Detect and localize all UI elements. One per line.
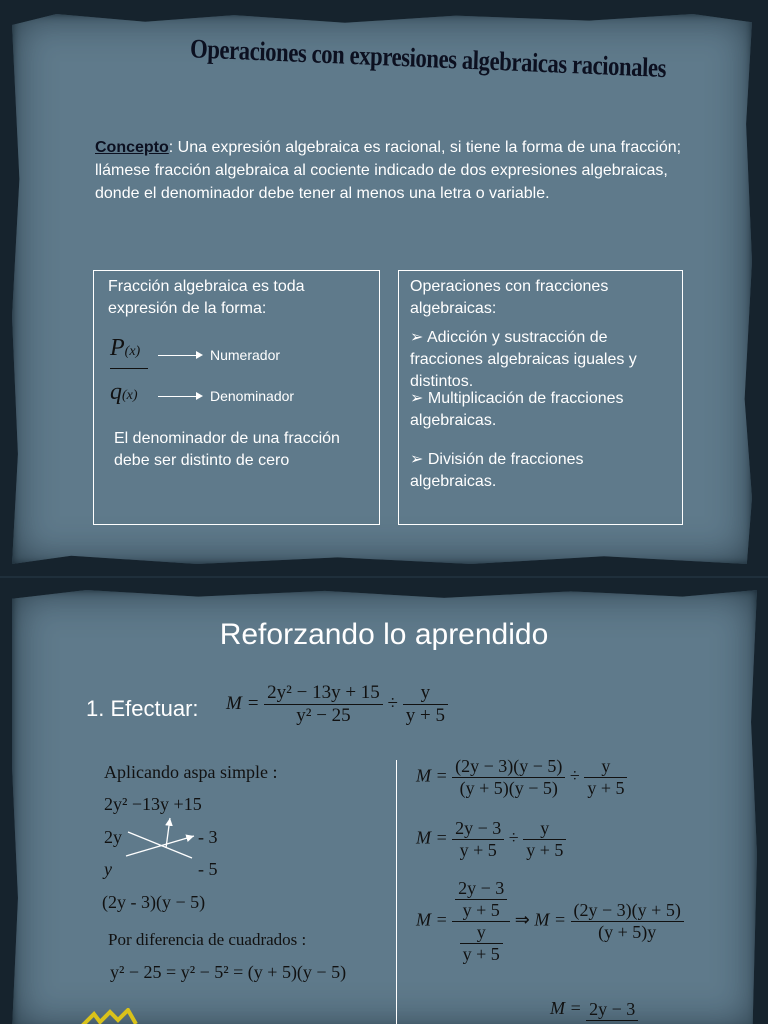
step2-equation: M = $\frac{2y - 3}{y + 5}$ ÷ $\frac{y}{y + 5}$ bbox=[416, 818, 566, 861]
fraction-definition-box bbox=[93, 270, 380, 525]
operations-list bbox=[410, 327, 672, 493]
numerator-arrow bbox=[158, 355, 198, 356]
fraction-intro: Fracción algebraica es toda expresión de la forma: bbox=[108, 278, 305, 317]
operations-intro: Operaciones con fracciones algebraicas: bbox=[410, 278, 609, 317]
aspa-row1-right: - 3 bbox=[198, 827, 218, 847]
polynomial: 2y² −13y +15 bbox=[104, 794, 202, 814]
squares-equation: y² − 25 = y² − 5² = (y + 5)(y − 5) bbox=[110, 962, 347, 982]
aspa-row2-right: - 5 bbox=[198, 859, 218, 879]
concept-paragraph bbox=[95, 136, 695, 205]
concept-label: Concepto bbox=[95, 139, 169, 156]
denominator-arrow bbox=[158, 396, 198, 397]
column-divider bbox=[396, 760, 397, 1024]
aspa-row2-left: y bbox=[104, 859, 112, 879]
operations-box bbox=[398, 270, 683, 525]
slide-title: Reforzando lo aprendido bbox=[219, 618, 549, 651]
slide-title: Operaciones con expresiones algebraicas racionales bbox=[189, 33, 667, 84]
denominator-note: El denominador de una fracción debe ser distinto de cero bbox=[114, 430, 340, 469]
denominator-label: Denominador bbox=[210, 388, 295, 404]
step3-equation: M = $\frac{\frac{2y - 3}{y + 5}}{\frac{y}{y + 5}}$ ⇒ M = $\frac{(2y - 3)(y + 5)}{(y + 5)y}$ bbox=[416, 878, 684, 965]
fraction-bar bbox=[110, 368, 148, 369]
numerator-label: Numerador bbox=[210, 347, 281, 363]
step1-equation: M = $\frac{(2y - 3)(y - 5)}{(y + 5)(y - 5)}$ ÷ $\frac{y}{y + 5}$ bbox=[416, 756, 627, 799]
operation-item-addition: ➢ Adicción y sustracción de fracciones algebraicas iguales y distintos. bbox=[410, 329, 637, 390]
arrow-bullet-icon: ➢ bbox=[410, 329, 427, 346]
squares-title: Por diferencia de cuadrados : bbox=[108, 930, 307, 949]
main-equation: M = $\frac{\text{2y² − 13y + 15}}{\text{y² − 25}}$ ÷ $\frac{y}{y + 5}$ bbox=[226, 682, 448, 727]
denominator-arrow-head bbox=[196, 392, 203, 400]
exercise-label: 1. Efectuar: bbox=[86, 696, 199, 721]
step4-equation: M = 2y − 3 bbox=[550, 998, 638, 1021]
aspa-row1-left: 2y bbox=[104, 827, 122, 847]
numerator-symbol: P(x) bbox=[110, 335, 141, 361]
arrow-bullet-icon: ➢ bbox=[410, 451, 428, 468]
numerator-arrow-head bbox=[196, 351, 203, 359]
factored-result: (2y - 3)(y − 5) bbox=[102, 892, 206, 912]
denominator-symbol: q(x) bbox=[110, 379, 138, 405]
operation-item-multiplication: ➢ Multiplicación de fracciones algebraicas. bbox=[410, 390, 624, 429]
slide-2 bbox=[0, 578, 768, 1024]
concept-text: : Una expresión algebraica es racional, si tiene la forma de una fracción; llámese fracción algebraica al cociente indicado de dos expresiones algebraicas, donde el denominador debe tener al menos una letra o variable. bbox=[95, 139, 682, 202]
aspa-cross-arrows bbox=[120, 814, 210, 870]
aspa-title: Aplicando aspa simple : bbox=[104, 762, 278, 782]
decorative-scribble-icon bbox=[80, 1008, 140, 1024]
arrow-bullet-icon: ➢ bbox=[410, 390, 428, 407]
operation-item-division: ➢ División de fracciones algebraicas. bbox=[410, 451, 584, 490]
